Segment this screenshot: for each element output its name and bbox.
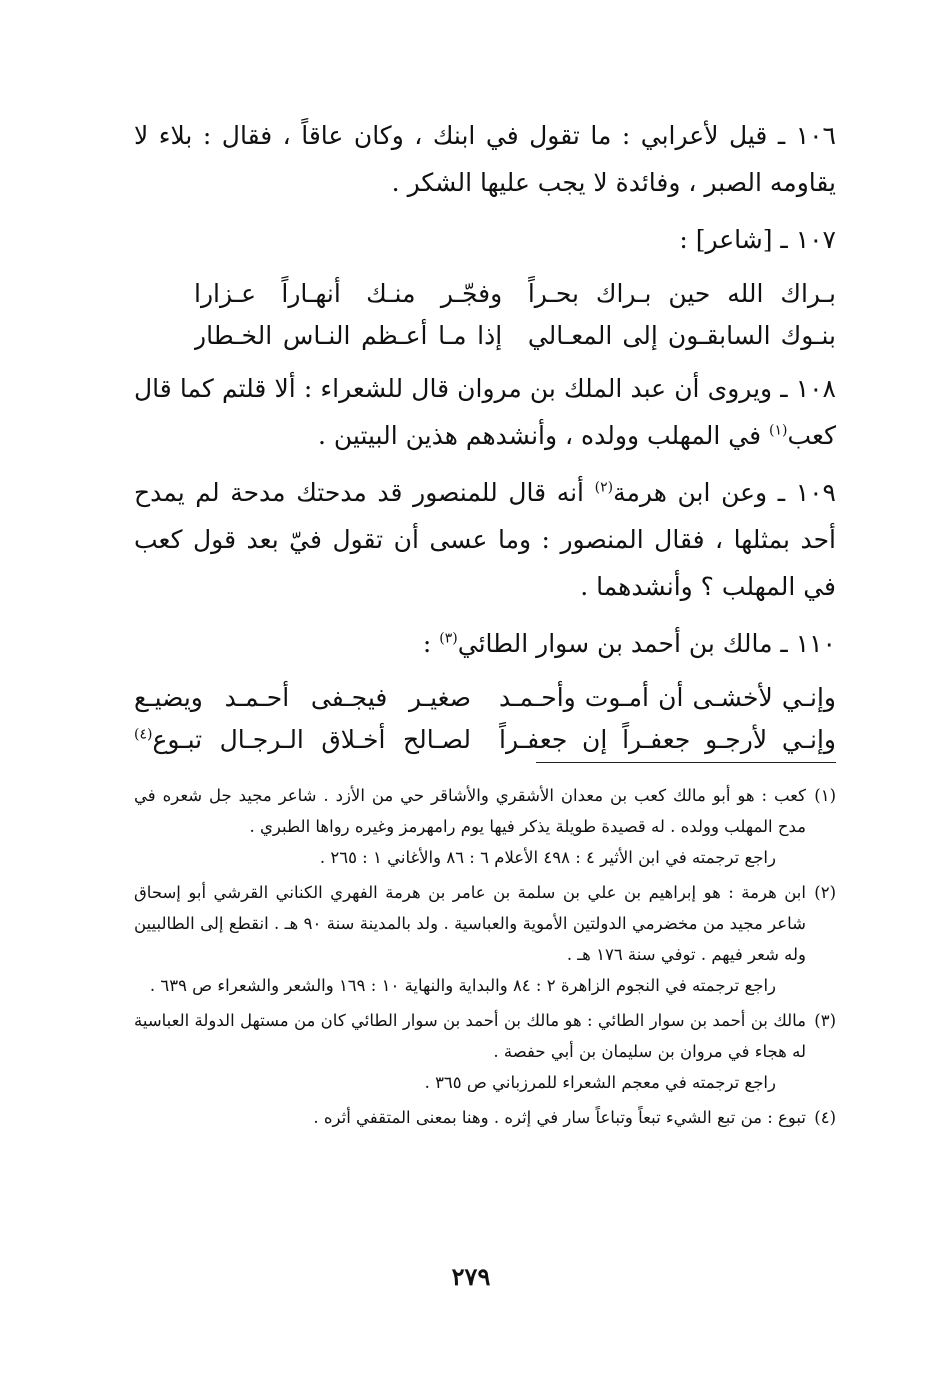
footnote-text: ابن هرمة : هو إبراهيم بن علي بن سلمة بن عامر بن هرمة الفهري الكناني القرشي أبو إسحاق شاعر مجيد من مخضرمي الدولتين الأموية والعباسية . ولد بالمدينة سنة ٩٠ هـ . انقطع إلى الطالبيين وله شعر فيهم . توفي سنة ١٧٦ هـ . — [134, 883, 806, 964]
verse-hemistich-right: وإنـي لأخشـى أن أمـوت وأحـمـد — [499, 683, 836, 712]
footnote-text: كعب : هو أبو مالك كعب بن معدان الأشقري والأشاقر حي من الأزد . شاعر مجيد جل شعره في مدح المهلب وولده . له قصيدة طويلة يذكر فيها يوم رامهرمز وغيره رواها الطبري . — [134, 786, 806, 836]
verse-line — [134, 719, 836, 761]
paragraph-106-text: ١٠٦ ـ قيل لأعرابي : ما تقول في ابنك ، وكان عاقاً ، فقال : بلاء لا يقاومه الصبر ، وفائدة لا يجب عليها الشكر . — [134, 121, 836, 197]
paragraph-107-heading-text: ١٠٧ ـ [شاعر] : — [679, 225, 836, 254]
page-number: ٢٧٩ — [451, 1262, 491, 1291]
verse-hemistich-right: بـراك الله حين بـراك بحـراً — [527, 279, 836, 308]
footnote-number: (٢) — [814, 883, 836, 902]
paragraph-109-text: ١٠٩ ـ وعن ابن هرمة — [613, 478, 836, 507]
footnote-reference — [134, 842, 836, 873]
paragraph-108-text: ١٠٨ ـ ويروى أن عبد الملك بن مروان قال للشعراء : ألا قلتم كما قال كعب — [134, 374, 836, 450]
verse-hemistich-left: وفجّـر منـك أنهـاراً عـزارا — [194, 279, 503, 308]
footnote-marker-3[interactable]: (٣) — [439, 630, 458, 647]
verse-hemistich-left-text: لصـالح أخـلاق الـرجـال تبـوع — [152, 725, 471, 754]
paragraph-106 — [134, 112, 836, 206]
footnote-1 — [134, 780, 836, 873]
paragraph-109-tail: أنه قال للمنصور قد مدحتك مدحة لم يمدح أحد بمثلها ، فقال المنصور : وما عسى أن تقول فيّ بعد قول كعب في المهلب ؟ وأنشدهما . — [134, 478, 836, 601]
verse-hemistich-right: بنـوك السابقـون إلى المعـالي — [527, 321, 836, 350]
paragraph-108-tail: في المهلب وولده ، وأنشدهم هذين البيتين . — [318, 421, 770, 450]
footnote-reference — [134, 1067, 836, 1098]
footnotes — [134, 780, 836, 1137]
verse-hemistich-right: وإنـي لأرجـو جعفـراً إن جعفـراً — [499, 725, 836, 754]
verse-hemistich-left: صغيـر فيجـفى أحـمـد ويضيـع — [134, 683, 471, 712]
poem-107 — [134, 273, 836, 357]
verse-hemistich-left — [134, 719, 471, 761]
paragraph-110-heading-tail: : — [422, 629, 440, 658]
footnote-number: (١) — [814, 786, 836, 805]
paragraph-108 — [134, 365, 836, 459]
footnote-reference — [134, 970, 836, 1001]
footnote-reference-text: راجع ترجمته في ابن الأثير ٤ : ٤٩٨ الأعلام ٦ : ٨٦ والأغاني ١ : ٢٦٥ . — [319, 848, 776, 867]
verse-hemistich-left: إذا مـا أعـظم النـاس الخـطار — [194, 321, 503, 350]
footnote-number: (٤) — [814, 1108, 836, 1127]
footnote-4 — [134, 1102, 836, 1133]
verse-line — [194, 273, 836, 315]
paragraph-109 — [134, 469, 836, 610]
main-text — [134, 112, 836, 769]
footnote-reference-text: راجع ترجمته في النجوم الزاهرة ٢ : ٨٤ والبداية والنهاية ١٠ : ١٦٩ والشعر والشعراء ص ٦٣٩ . — [149, 976, 776, 995]
footnote-marker-1[interactable]: (١) — [769, 422, 788, 439]
paragraph-110-heading-text: ١١٠ ـ مالك بن أحمد بن سوار الطائي — [457, 629, 836, 658]
footnote-separator — [536, 762, 836, 763]
footnote-text: تبوع : من تبع الشيء تبعاً وتباعاً سار في إثره . وهنا بمعنى المتقفي أثره . — [313, 1108, 806, 1127]
footnote-number: (٣) — [814, 1011, 836, 1030]
footnote-marker-4[interactable]: (٤) — [134, 726, 153, 743]
verse-line — [134, 677, 836, 719]
paragraph-110-heading — [134, 620, 836, 667]
footnote-marker-2[interactable]: (٢) — [594, 479, 614, 496]
footnote-2 — [134, 877, 836, 1001]
footnote-reference-text: راجع ترجمته في معجم الشعراء للمرزباني ص ٣٦٥ . — [424, 1073, 776, 1092]
verse-line — [194, 315, 836, 357]
paragraph-107-heading — [134, 216, 836, 263]
footnote-text: مالك بن أحمد بن سوار الطائي : هو مالك بن أحمد بن سوار الطائي كان من مستهل الدولة العباسية له هجاء في مروان بن سليمان بن أبي حفصة . — [134, 1011, 806, 1061]
footnote-3 — [134, 1005, 836, 1098]
poem-110 — [134, 677, 836, 761]
